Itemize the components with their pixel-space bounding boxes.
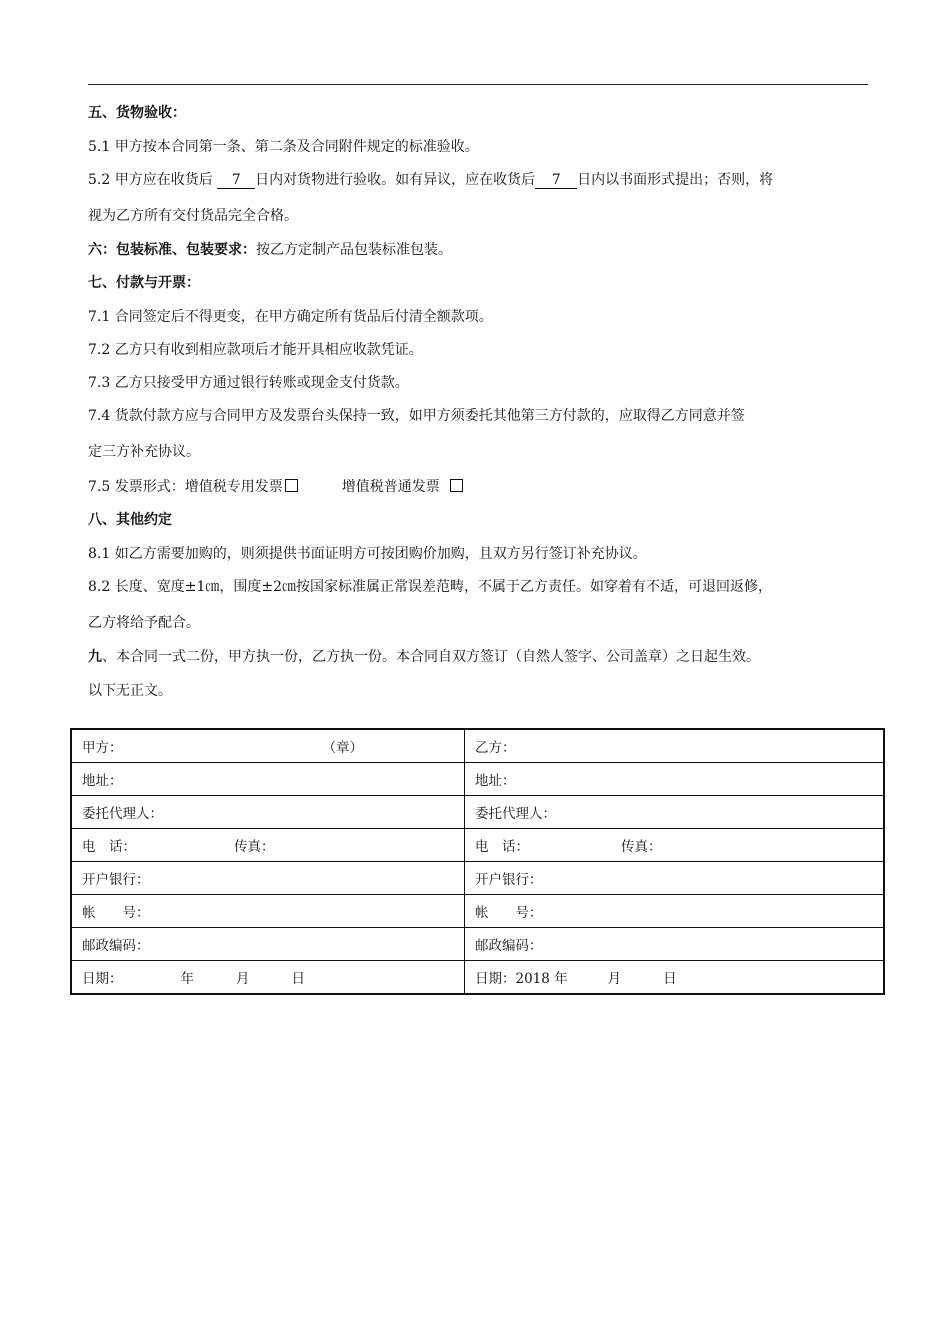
address-label: 地址： [82, 773, 123, 789]
phone-label: 电 话： [82, 839, 136, 855]
clause-5-2-continued: 视为乙方所有交付货品完全合格。 [88, 208, 298, 224]
account-label: 帐 号： [475, 905, 543, 921]
bank-label: 开户银行： [82, 872, 150, 888]
clause-7-3: 7.3 乙方只接受甲方通过银行转账或现金支付货款。 [88, 375, 409, 391]
address-a-cell[interactable] [71, 763, 465, 796]
clause-7-1: 7.1 合同签定后不得更变，在甲方确定所有货品后付清全额款项。 [88, 309, 493, 325]
phone-b-cell[interactable] [465, 829, 885, 862]
date-label: 日期：2018 年 [475, 971, 568, 987]
table-row [71, 862, 884, 895]
date-a-cell[interactable] [71, 961, 465, 995]
invoice-option-special-label: 7.5 发票形式：增值税专用发票 [88, 479, 283, 495]
address-label: 地址： [475, 773, 516, 789]
account-label: 帐 号： [82, 905, 150, 921]
section-9-heading: 九 [88, 649, 102, 665]
day-label: 日 [291, 971, 305, 987]
invoice-special-checkbox[interactable] [285, 479, 298, 492]
party-a-label: 甲方： [82, 740, 123, 756]
days-blank-1[interactable]: 7 [217, 172, 255, 189]
postcode-a-cell[interactable] [71, 928, 465, 961]
section-6-text: 按乙方定制产品包装标准包装。 [256, 242, 452, 258]
clause-7-4: 7.4 货款付款方应与合同甲方及发票台头保持一致，如甲方须委托其他第三方付款的，应取得乙方同意并签 [88, 408, 745, 424]
end-of-text: 以下无正文。 [88, 683, 172, 699]
account-b-cell[interactable] [465, 895, 885, 928]
agent-b-cell[interactable] [465, 796, 885, 829]
signature-table [70, 728, 885, 995]
postcode-label: 邮政编码： [475, 938, 543, 954]
clause-7-5 [88, 477, 463, 497]
postcode-b-cell[interactable] [465, 928, 885, 961]
bank-a-cell[interactable] [71, 862, 465, 895]
clause-5-2-part-c: 日内以书面形式提出；否则，将 [577, 172, 774, 188]
table-row [71, 729, 884, 763]
section-8-heading: 八、其他约定 [88, 512, 172, 528]
section-7-heading: 七、付款与开票： [88, 275, 200, 291]
party-b-cell[interactable] [465, 729, 885, 763]
clause-8-2: 8.2 长度、宽度±1㎝，围度±2㎝按国家标准属正常误差范畴，不属于乙方责任。如穿着有不适，可退回返修， [88, 579, 772, 595]
date-label: 日期： [82, 971, 123, 987]
month-label: 月 [607, 971, 622, 987]
account-a-cell[interactable] [71, 895, 465, 928]
clause-8-1: 8.1 如乙方需要加购的，则须提供书面证明方可按团购价加购，且双方另行签订补充协议。 [88, 546, 647, 562]
table-row [71, 796, 884, 829]
section-9 [88, 647, 760, 667]
bank-label: 开户银行： [475, 872, 543, 888]
agent-label: 委托代理人： [475, 806, 556, 822]
fax-label: 传真： [621, 839, 662, 855]
year-label: 年 [180, 971, 194, 987]
fax-label: 传真： [234, 839, 275, 855]
party-a-cell[interactable] [71, 729, 465, 763]
phone-a-cell[interactable] [71, 829, 465, 862]
postcode-label: 邮政编码： [82, 938, 150, 954]
address-b-cell[interactable] [465, 763, 885, 796]
table-row [71, 961, 884, 995]
clause-5-2-part-a: 5.2 甲方应在收货后 [88, 172, 213, 188]
table-row [71, 928, 884, 961]
clause-5-2-part-b: 日内对货物进行验收。如有异议，应在收货后 [255, 172, 536, 188]
date-b-cell[interactable] [465, 961, 885, 995]
clause-8-2-continued: 乙方将给予配合。 [88, 615, 200, 631]
seal-label: （章） [322, 740, 363, 756]
agent-a-cell[interactable] [71, 796, 465, 829]
section-6 [88, 240, 452, 260]
section-5-heading: 五、货物验收： [88, 105, 186, 121]
clause-5-2 [88, 170, 773, 190]
clause-5-1: 5.1 甲方按本合同第一条、第二条及合同附件规定的标准验收。 [88, 139, 479, 155]
invoice-normal-checkbox[interactable] [450, 479, 463, 492]
day-label: 日 [663, 971, 677, 987]
agent-label: 委托代理人： [82, 806, 163, 822]
bank-b-cell[interactable] [465, 862, 885, 895]
days-blank-2[interactable]: 7 [535, 172, 577, 189]
header-rule [88, 84, 868, 85]
section-6-heading: 六：包装标准、包装要求： [88, 242, 256, 258]
clause-7-4-continued: 定三方补充协议。 [88, 444, 200, 460]
section-9-text: 、本合同一式二份，甲方执一份，乙方执一份。本合同自双方签订（自然人签字、公司盖章）之日起生效。 [102, 649, 760, 665]
table-row [71, 829, 884, 862]
invoice-option-normal-label: 增值税普通发票 [341, 479, 440, 495]
table-row [71, 763, 884, 796]
phone-label: 电 话： [475, 839, 529, 855]
clause-7-2: 7.2 乙方只有收到相应款项后才能开具相应收款凭证。 [88, 342, 423, 358]
party-b-label: 乙方： [475, 740, 516, 756]
month-label: 月 [236, 971, 250, 987]
table-row [71, 895, 884, 928]
